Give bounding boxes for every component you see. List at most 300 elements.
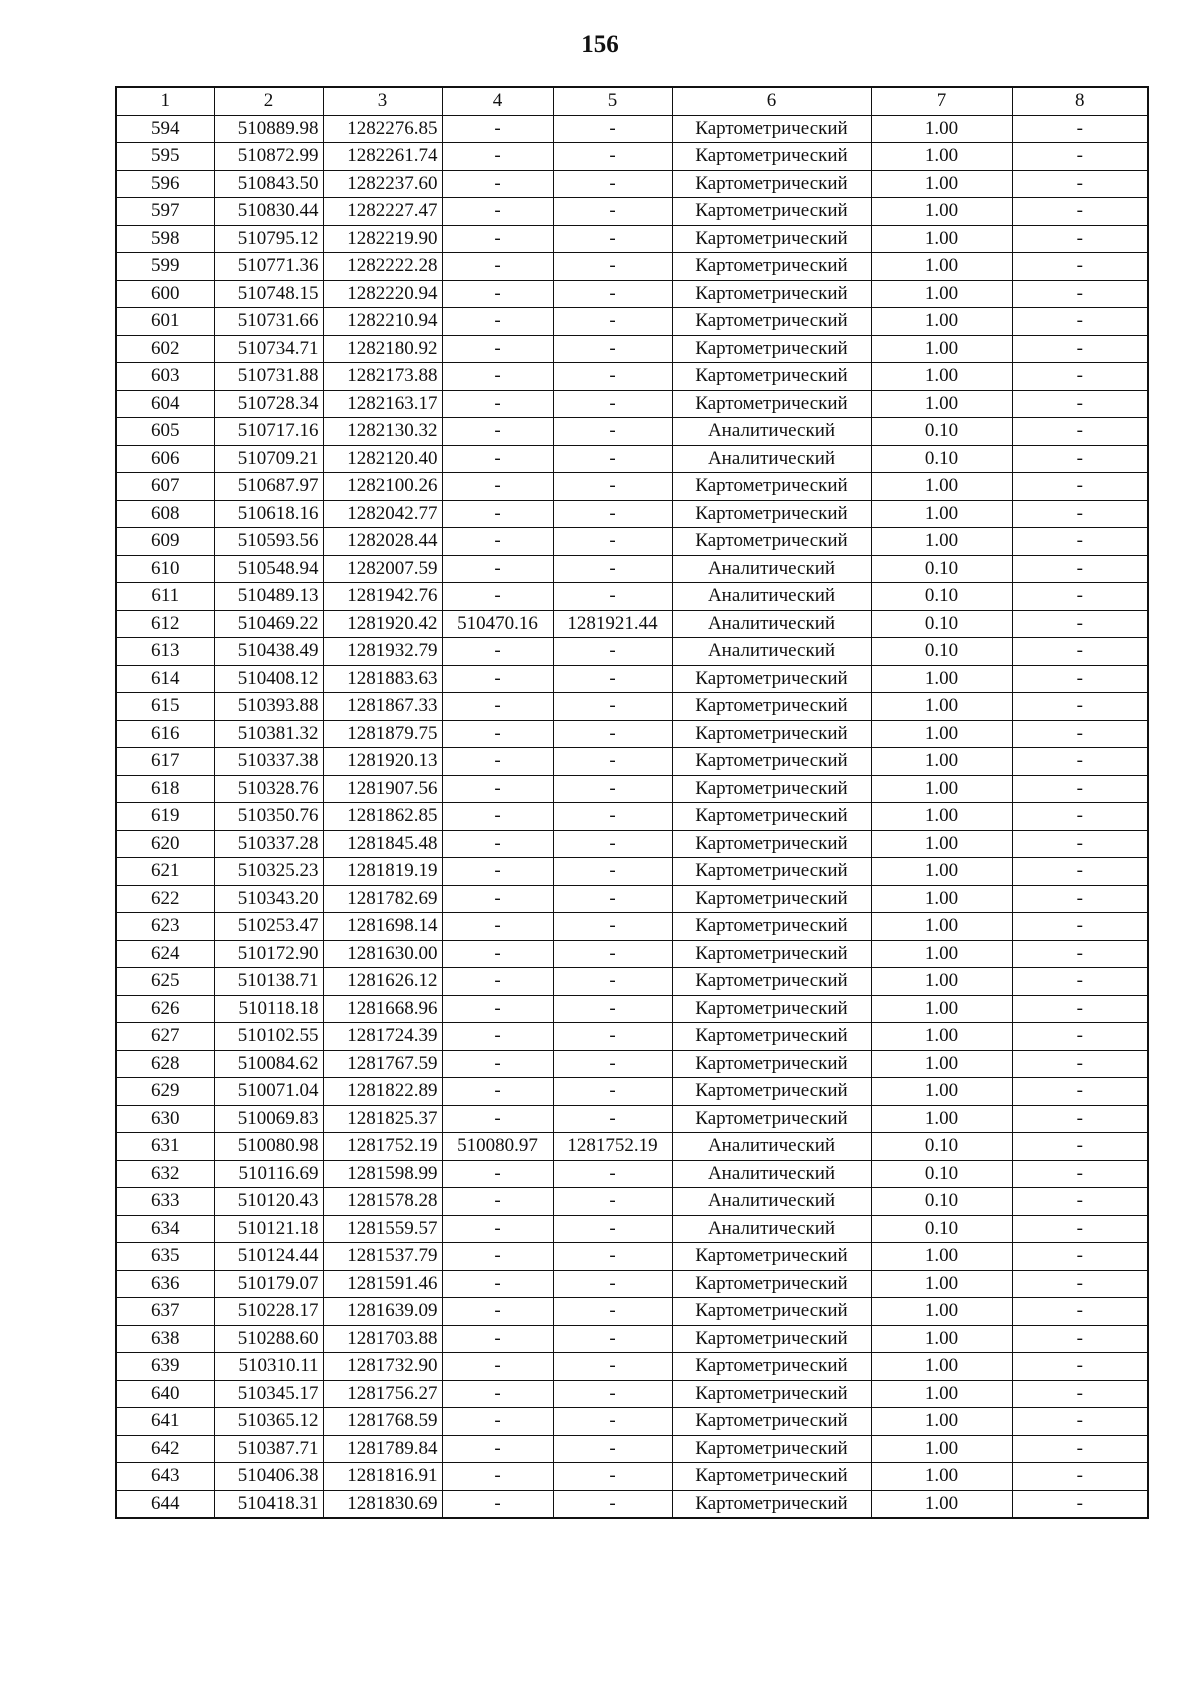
y-coordinate-cell: 1282120.40 — [323, 445, 442, 473]
y-coordinate-alt-cell: - — [553, 253, 672, 281]
x-coordinate-cell: 510102.55 — [214, 1023, 323, 1051]
x-coordinate-alt-cell: - — [442, 1435, 553, 1463]
y-coordinate-alt-cell: - — [553, 418, 672, 446]
point-number-cell: 609 — [116, 528, 214, 556]
point-number-cell: 612 — [116, 610, 214, 638]
x-coordinate-cell: 510253.47 — [214, 913, 323, 941]
y-coordinate-alt-cell: - — [553, 775, 672, 803]
x-coordinate-alt-cell: - — [442, 115, 553, 143]
description-cell: - — [1012, 995, 1148, 1023]
point-number-cell: 627 — [116, 1023, 214, 1051]
description-cell: - — [1012, 1435, 1148, 1463]
accuracy-cell: 1.00 — [871, 913, 1012, 941]
accuracy-cell: 1.00 — [871, 885, 1012, 913]
method-cell: Картометрический — [672, 528, 871, 556]
x-coordinate-cell: 510418.31 — [214, 1490, 323, 1518]
accuracy-cell: 1.00 — [871, 830, 1012, 858]
point-number-cell: 628 — [116, 1050, 214, 1078]
description-cell: - — [1012, 803, 1148, 831]
description-cell: - — [1012, 720, 1148, 748]
accuracy-cell: 1.00 — [871, 115, 1012, 143]
table-row — [116, 583, 1148, 611]
description-cell: - — [1012, 1463, 1148, 1491]
x-coordinate-cell: 510408.12 — [214, 665, 323, 693]
point-number-cell: 602 — [116, 335, 214, 363]
x-coordinate-alt-cell: - — [442, 1463, 553, 1491]
x-coordinate-alt-cell: - — [442, 665, 553, 693]
accuracy-cell: 1.00 — [871, 1243, 1012, 1271]
y-coordinate-cell: 1282261.74 — [323, 143, 442, 171]
y-coordinate-cell: 1282237.60 — [323, 170, 442, 198]
x-coordinate-alt-cell: - — [442, 1215, 553, 1243]
accuracy-cell: 0.10 — [871, 555, 1012, 583]
description-cell: - — [1012, 528, 1148, 556]
accuracy-cell: 1.00 — [871, 1408, 1012, 1436]
x-coordinate-cell: 510080.98 — [214, 1133, 323, 1161]
x-coordinate-alt-cell: - — [442, 940, 553, 968]
table-row — [116, 638, 1148, 666]
table-row — [116, 1023, 1148, 1051]
table-row — [116, 1078, 1148, 1106]
description-cell: - — [1012, 638, 1148, 666]
table-row — [116, 528, 1148, 556]
accuracy-cell: 0.10 — [871, 445, 1012, 473]
method-cell: Картометрический — [672, 940, 871, 968]
y-coordinate-alt-cell: 1281752.19 — [553, 1133, 672, 1161]
accuracy-cell: 1.00 — [871, 225, 1012, 253]
y-coordinate-cell: 1281768.59 — [323, 1408, 442, 1436]
column-header-4: 4 — [442, 87, 553, 115]
description-cell: - — [1012, 1325, 1148, 1353]
y-coordinate-alt-cell: - — [553, 1270, 672, 1298]
y-coordinate-cell: 1281732.90 — [323, 1353, 442, 1381]
description-cell: - — [1012, 1105, 1148, 1133]
y-coordinate-alt-cell: - — [553, 1078, 672, 1106]
x-coordinate-alt-cell: - — [442, 583, 553, 611]
x-coordinate-alt-cell: - — [442, 198, 553, 226]
x-coordinate-cell: 510843.50 — [214, 170, 323, 198]
description-cell: - — [1012, 913, 1148, 941]
description-cell: - — [1012, 115, 1148, 143]
accuracy-cell: 1.00 — [871, 1105, 1012, 1133]
point-number-cell: 598 — [116, 225, 214, 253]
description-cell: - — [1012, 1490, 1148, 1518]
point-number-cell: 635 — [116, 1243, 214, 1271]
point-number-cell: 641 — [116, 1408, 214, 1436]
x-coordinate-cell: 510748.15 — [214, 280, 323, 308]
y-coordinate-cell: 1281867.33 — [323, 693, 442, 721]
y-coordinate-cell: 1281698.14 — [323, 913, 442, 941]
x-coordinate-cell: 510731.66 — [214, 308, 323, 336]
method-cell: Картометрический — [672, 1490, 871, 1518]
method-cell: Аналитический — [672, 1160, 871, 1188]
x-coordinate-cell: 510387.71 — [214, 1435, 323, 1463]
table-row — [116, 885, 1148, 913]
point-number-cell: 608 — [116, 500, 214, 528]
point-number-cell: 610 — [116, 555, 214, 583]
column-header-6: 6 — [672, 87, 871, 115]
point-number-cell: 601 — [116, 308, 214, 336]
x-coordinate-alt-cell: - — [442, 473, 553, 501]
description-cell: - — [1012, 225, 1148, 253]
point-number-cell: 621 — [116, 858, 214, 886]
y-coordinate-alt-cell: - — [553, 143, 672, 171]
x-coordinate-alt-cell: - — [442, 280, 553, 308]
y-coordinate-cell: 1281920.42 — [323, 610, 442, 638]
y-coordinate-alt-cell: - — [553, 473, 672, 501]
method-cell: Картометрический — [672, 500, 871, 528]
y-coordinate-alt-cell: - — [553, 555, 672, 583]
y-coordinate-cell: 1281816.91 — [323, 1463, 442, 1491]
point-number-cell: 607 — [116, 473, 214, 501]
table-row — [116, 913, 1148, 941]
y-coordinate-alt-cell: - — [553, 225, 672, 253]
y-coordinate-alt-cell: - — [553, 940, 672, 968]
method-cell: Картометрический — [672, 1463, 871, 1491]
y-coordinate-cell: 1281879.75 — [323, 720, 442, 748]
y-coordinate-cell: 1282220.94 — [323, 280, 442, 308]
y-coordinate-cell: 1282173.88 — [323, 363, 442, 391]
x-coordinate-cell: 510084.62 — [214, 1050, 323, 1078]
y-coordinate-cell: 1281789.84 — [323, 1435, 442, 1463]
x-coordinate-alt-cell: - — [442, 445, 553, 473]
table-row — [116, 170, 1148, 198]
x-coordinate-alt-cell: - — [442, 390, 553, 418]
accuracy-cell: 1.00 — [871, 940, 1012, 968]
x-coordinate-cell: 510310.11 — [214, 1353, 323, 1381]
x-coordinate-alt-cell: - — [442, 1160, 553, 1188]
x-coordinate-alt-cell: - — [442, 555, 553, 583]
method-cell: Картометрический — [672, 335, 871, 363]
x-coordinate-alt-cell: - — [442, 1353, 553, 1381]
point-number-cell: 620 — [116, 830, 214, 858]
accuracy-cell: 1.00 — [871, 1435, 1012, 1463]
table-row — [116, 143, 1148, 171]
accuracy-cell: 1.00 — [871, 198, 1012, 226]
y-coordinate-cell: 1281782.69 — [323, 885, 442, 913]
x-coordinate-cell: 510618.16 — [214, 500, 323, 528]
x-coordinate-alt-cell: - — [442, 500, 553, 528]
description-cell: - — [1012, 253, 1148, 281]
accuracy-cell: 1.00 — [871, 968, 1012, 996]
accuracy-cell: 1.00 — [871, 1353, 1012, 1381]
table-row — [116, 748, 1148, 776]
y-coordinate-cell: 1281626.12 — [323, 968, 442, 996]
description-cell: - — [1012, 858, 1148, 886]
description-cell: - — [1012, 500, 1148, 528]
table-row — [116, 473, 1148, 501]
y-coordinate-alt-cell: - — [553, 1188, 672, 1216]
y-coordinate-alt-cell: - — [553, 1380, 672, 1408]
x-coordinate-cell: 510406.38 — [214, 1463, 323, 1491]
description-cell: - — [1012, 940, 1148, 968]
accuracy-cell: 1.00 — [871, 335, 1012, 363]
table-row — [116, 1160, 1148, 1188]
description-cell: - — [1012, 830, 1148, 858]
y-coordinate-cell: 1282028.44 — [323, 528, 442, 556]
method-cell: Картометрический — [672, 995, 871, 1023]
y-coordinate-alt-cell: - — [553, 1215, 672, 1243]
table-row — [116, 1243, 1148, 1271]
y-coordinate-cell: 1281920.13 — [323, 748, 442, 776]
y-coordinate-cell: 1282219.90 — [323, 225, 442, 253]
accuracy-cell: 0.10 — [871, 1215, 1012, 1243]
method-cell: Картометрический — [672, 280, 871, 308]
column-header-2: 2 — [214, 87, 323, 115]
y-coordinate-alt-cell: - — [553, 308, 672, 336]
y-coordinate-alt-cell: - — [553, 170, 672, 198]
point-number-cell: 615 — [116, 693, 214, 721]
table-row — [116, 390, 1148, 418]
table-row — [116, 115, 1148, 143]
point-number-cell: 631 — [116, 1133, 214, 1161]
method-cell: Аналитический — [672, 1215, 871, 1243]
table-row — [116, 280, 1148, 308]
table-row — [116, 610, 1148, 638]
method-cell: Картометрический — [672, 1270, 871, 1298]
x-coordinate-alt-cell: - — [442, 528, 553, 556]
column-header-1: 1 — [116, 87, 214, 115]
accuracy-cell: 1.00 — [871, 803, 1012, 831]
x-coordinate-cell: 510489.13 — [214, 583, 323, 611]
x-coordinate-cell: 510717.16 — [214, 418, 323, 446]
y-coordinate-cell: 1281668.96 — [323, 995, 442, 1023]
description-cell: - — [1012, 555, 1148, 583]
table-row — [116, 1380, 1148, 1408]
y-coordinate-cell: 1282180.92 — [323, 335, 442, 363]
x-coordinate-alt-cell: 510470.16 — [442, 610, 553, 638]
table-row — [116, 418, 1148, 446]
y-coordinate-alt-cell: - — [553, 500, 672, 528]
description-cell: - — [1012, 1160, 1148, 1188]
x-coordinate-cell: 510734.71 — [214, 335, 323, 363]
y-coordinate-cell: 1281825.37 — [323, 1105, 442, 1133]
y-coordinate-cell: 1281598.99 — [323, 1160, 442, 1188]
table-row — [116, 225, 1148, 253]
y-coordinate-alt-cell: - — [553, 1298, 672, 1326]
table-row — [116, 1463, 1148, 1491]
x-coordinate-alt-cell: - — [442, 1105, 553, 1133]
y-coordinate-alt-cell: - — [553, 748, 672, 776]
point-number-cell: 638 — [116, 1325, 214, 1353]
x-coordinate-cell: 510288.60 — [214, 1325, 323, 1353]
point-number-cell: 624 — [116, 940, 214, 968]
x-coordinate-cell: 510328.76 — [214, 775, 323, 803]
y-coordinate-cell: 1281932.79 — [323, 638, 442, 666]
y-coordinate-cell: 1282163.17 — [323, 390, 442, 418]
x-coordinate-alt-cell: - — [442, 720, 553, 748]
accuracy-cell: 1.00 — [871, 528, 1012, 556]
table-row — [116, 940, 1148, 968]
point-number-cell: 625 — [116, 968, 214, 996]
x-coordinate-alt-cell: - — [442, 1078, 553, 1106]
point-number-cell: 643 — [116, 1463, 214, 1491]
x-coordinate-cell: 510393.88 — [214, 693, 323, 721]
point-number-cell: 596 — [116, 170, 214, 198]
table-row — [116, 803, 1148, 831]
x-coordinate-alt-cell: - — [442, 913, 553, 941]
y-coordinate-cell: 1281578.28 — [323, 1188, 442, 1216]
point-number-cell: 618 — [116, 775, 214, 803]
accuracy-cell: 0.10 — [871, 418, 1012, 446]
point-number-cell: 594 — [116, 115, 214, 143]
description-cell: - — [1012, 665, 1148, 693]
point-number-cell: 604 — [116, 390, 214, 418]
x-coordinate-alt-cell: - — [442, 1270, 553, 1298]
point-number-cell: 606 — [116, 445, 214, 473]
table-row — [116, 1270, 1148, 1298]
y-coordinate-alt-cell: - — [553, 1408, 672, 1436]
point-number-cell: 605 — [116, 418, 214, 446]
x-coordinate-cell: 510365.12 — [214, 1408, 323, 1436]
method-cell: Картометрический — [672, 143, 871, 171]
y-coordinate-alt-cell: - — [553, 1105, 672, 1133]
description-cell: - — [1012, 308, 1148, 336]
y-coordinate-cell: 1281537.79 — [323, 1243, 442, 1271]
y-coordinate-alt-cell: - — [553, 1160, 672, 1188]
table-row — [116, 995, 1148, 1023]
accuracy-cell: 0.10 — [871, 583, 1012, 611]
point-number-cell: 634 — [116, 1215, 214, 1243]
point-number-cell: 616 — [116, 720, 214, 748]
y-coordinate-alt-cell: - — [553, 720, 672, 748]
method-cell: Аналитический — [672, 555, 871, 583]
table-row — [116, 363, 1148, 391]
accuracy-cell: 1.00 — [871, 665, 1012, 693]
table-row — [116, 198, 1148, 226]
x-coordinate-cell: 510337.28 — [214, 830, 323, 858]
x-coordinate-cell: 510889.98 — [214, 115, 323, 143]
column-header-5: 5 — [553, 87, 672, 115]
accuracy-cell: 1.00 — [871, 500, 1012, 528]
column-header-8: 8 — [1012, 87, 1148, 115]
x-coordinate-alt-cell: - — [442, 968, 553, 996]
point-number-cell: 630 — [116, 1105, 214, 1133]
method-cell: Аналитический — [672, 445, 871, 473]
table-row — [116, 1133, 1148, 1161]
method-cell: Картометрический — [672, 858, 871, 886]
accuracy-cell: 1.00 — [871, 1050, 1012, 1078]
method-cell: Картометрический — [672, 390, 871, 418]
x-coordinate-alt-cell: - — [442, 775, 553, 803]
x-coordinate-cell: 510325.23 — [214, 858, 323, 886]
method-cell: Картометрический — [672, 803, 871, 831]
description-cell: - — [1012, 1188, 1148, 1216]
table-row — [116, 253, 1148, 281]
y-coordinate-alt-cell: - — [553, 280, 672, 308]
accuracy-cell: 1.00 — [871, 143, 1012, 171]
method-cell: Картометрический — [672, 115, 871, 143]
y-coordinate-alt-cell: - — [553, 638, 672, 666]
point-number-cell: 642 — [116, 1435, 214, 1463]
accuracy-cell: 1.00 — [871, 390, 1012, 418]
table-row — [116, 1408, 1148, 1436]
point-number-cell: 611 — [116, 583, 214, 611]
description-cell: - — [1012, 445, 1148, 473]
table-row — [116, 1188, 1148, 1216]
description-cell: - — [1012, 748, 1148, 776]
point-number-cell: 633 — [116, 1188, 214, 1216]
y-coordinate-cell: 1281830.69 — [323, 1490, 442, 1518]
x-coordinate-cell: 510345.17 — [214, 1380, 323, 1408]
x-coordinate-alt-cell: - — [442, 1023, 553, 1051]
table-row — [116, 1050, 1148, 1078]
point-number-cell: 636 — [116, 1270, 214, 1298]
description-cell: - — [1012, 1023, 1148, 1051]
description-cell: - — [1012, 1380, 1148, 1408]
point-number-cell: 623 — [116, 913, 214, 941]
accuracy-cell: 1.00 — [871, 858, 1012, 886]
x-coordinate-cell: 510179.07 — [214, 1270, 323, 1298]
accuracy-cell: 1.00 — [871, 280, 1012, 308]
y-coordinate-cell: 1281559.57 — [323, 1215, 442, 1243]
method-cell: Картометрический — [672, 830, 871, 858]
y-coordinate-cell: 1281703.88 — [323, 1325, 442, 1353]
y-coordinate-cell: 1282042.77 — [323, 500, 442, 528]
y-coordinate-cell: 1281942.76 — [323, 583, 442, 611]
accuracy-cell: 0.10 — [871, 610, 1012, 638]
y-coordinate-cell: 1282222.28 — [323, 253, 442, 281]
point-number-cell: 626 — [116, 995, 214, 1023]
accuracy-cell: 1.00 — [871, 748, 1012, 776]
y-coordinate-alt-cell: - — [553, 693, 672, 721]
y-coordinate-cell: 1282210.94 — [323, 308, 442, 336]
method-cell: Аналитический — [672, 418, 871, 446]
method-cell: Картометрический — [672, 170, 871, 198]
x-coordinate-alt-cell: 510080.97 — [442, 1133, 553, 1161]
description-cell: - — [1012, 363, 1148, 391]
y-coordinate-alt-cell: - — [553, 583, 672, 611]
point-number-cell: 597 — [116, 198, 214, 226]
y-coordinate-alt-cell: - — [553, 335, 672, 363]
method-cell: Картометрический — [672, 748, 871, 776]
x-coordinate-alt-cell: - — [442, 1243, 553, 1271]
x-coordinate-cell: 510120.43 — [214, 1188, 323, 1216]
page-number: 156 — [581, 31, 619, 58]
x-coordinate-alt-cell: - — [442, 1408, 553, 1436]
x-coordinate-cell: 510138.71 — [214, 968, 323, 996]
method-cell: Аналитический — [672, 1188, 871, 1216]
y-coordinate-cell: 1282100.26 — [323, 473, 442, 501]
y-coordinate-alt-cell: - — [553, 1050, 672, 1078]
y-coordinate-cell: 1281752.19 — [323, 1133, 442, 1161]
x-coordinate-cell: 510469.22 — [214, 610, 323, 638]
accuracy-cell: 1.00 — [871, 363, 1012, 391]
header-row — [116, 87, 1148, 115]
method-cell: Картометрический — [672, 225, 871, 253]
method-cell: Картометрический — [672, 1408, 871, 1436]
x-coordinate-alt-cell: - — [442, 1188, 553, 1216]
x-coordinate-alt-cell: - — [442, 143, 553, 171]
x-coordinate-cell: 510795.12 — [214, 225, 323, 253]
y-coordinate-alt-cell: - — [553, 445, 672, 473]
description-cell: - — [1012, 473, 1148, 501]
accuracy-cell: 1.00 — [871, 170, 1012, 198]
x-coordinate-cell: 510118.18 — [214, 995, 323, 1023]
method-cell: Аналитический — [672, 583, 871, 611]
y-coordinate-alt-cell: - — [553, 995, 672, 1023]
accuracy-cell: 1.00 — [871, 1270, 1012, 1298]
table-row — [116, 830, 1148, 858]
x-coordinate-cell: 510116.69 — [214, 1160, 323, 1188]
y-coordinate-alt-cell: - — [553, 1023, 672, 1051]
y-coordinate-cell: 1281639.09 — [323, 1298, 442, 1326]
point-number-cell: 599 — [116, 253, 214, 281]
accuracy-cell: 0.10 — [871, 1188, 1012, 1216]
x-coordinate-cell: 510709.21 — [214, 445, 323, 473]
y-coordinate-cell: 1281630.00 — [323, 940, 442, 968]
method-cell: Картометрический — [672, 363, 871, 391]
